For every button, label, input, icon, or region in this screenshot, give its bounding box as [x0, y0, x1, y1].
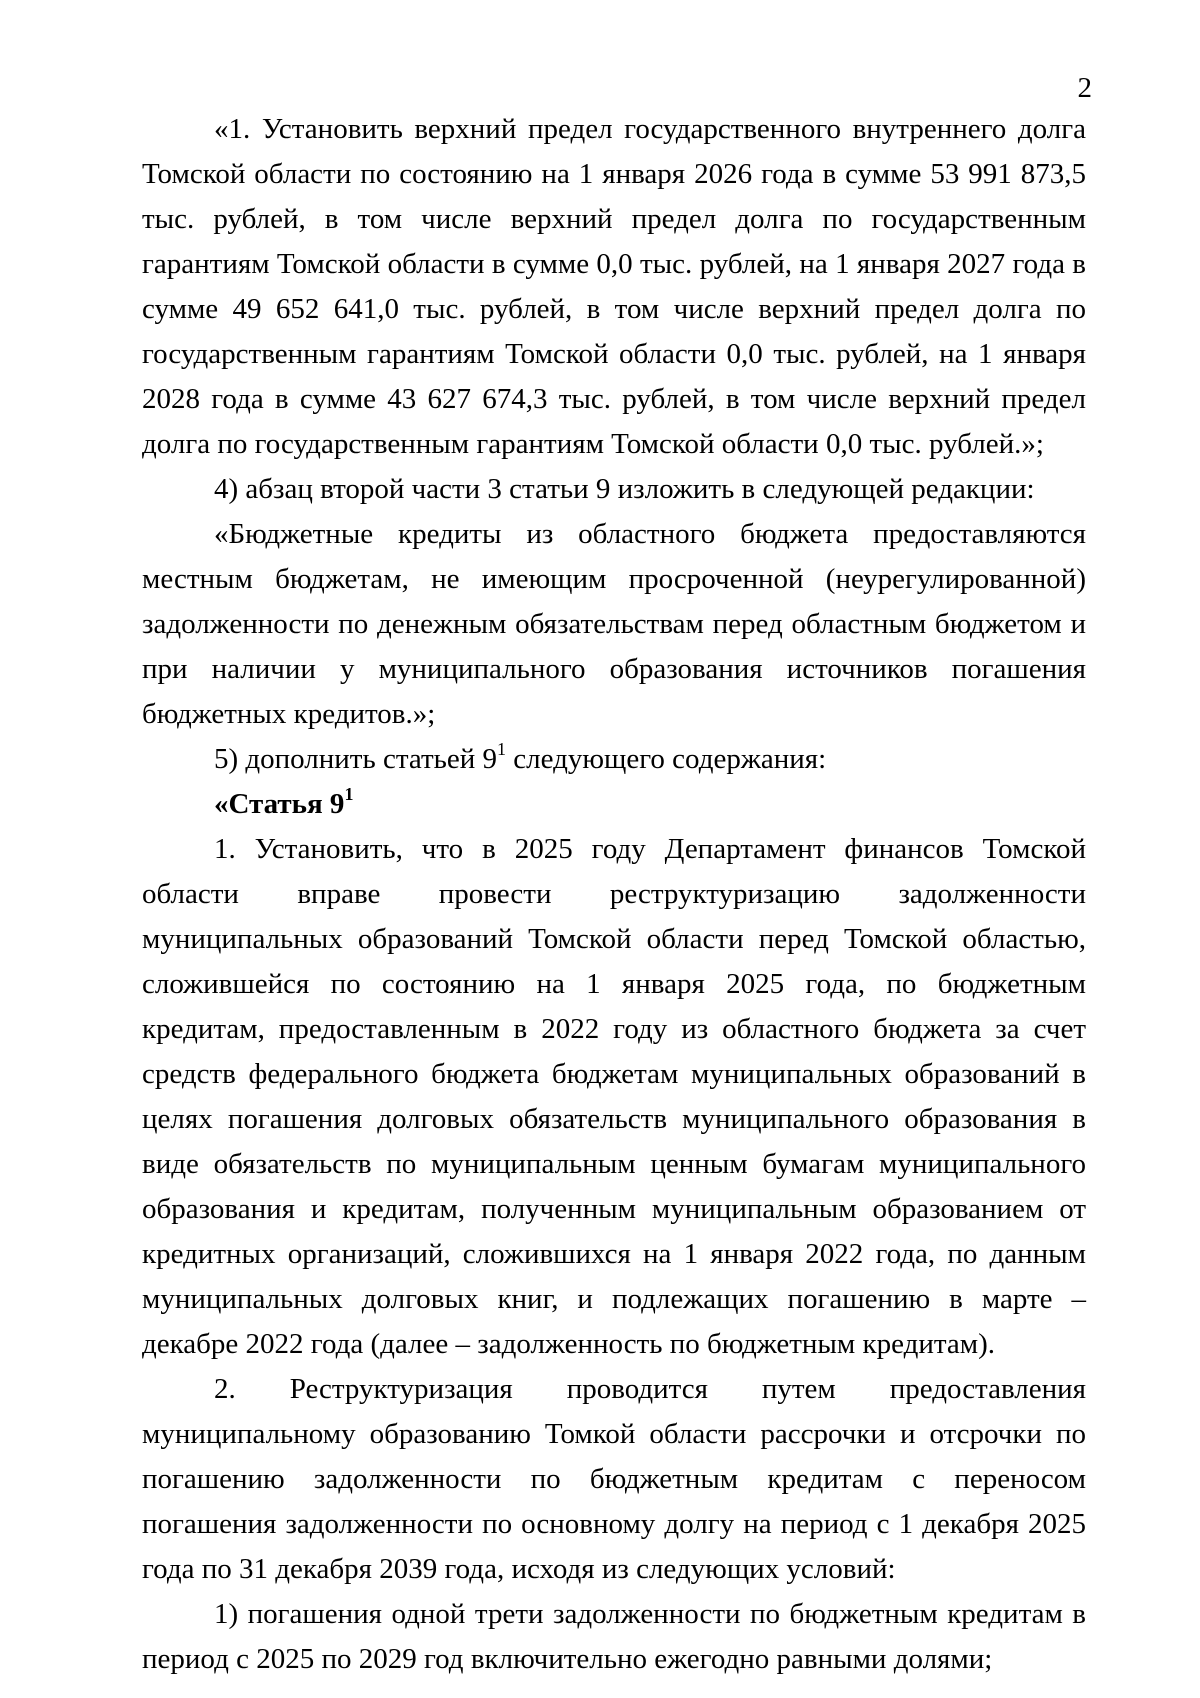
item-5-text-after: следующего содержания: [506, 743, 827, 775]
article-heading-text: «Статья 9 [214, 788, 345, 820]
paragraph-item-4: 4) абзац второй части 3 статьи 9 изложить в следующей редакции: [214, 473, 1035, 505]
article-heading-superscript: 1 [344, 784, 354, 805]
item-5-text-before: 5) дополнить статьей 9 [214, 743, 498, 775]
article-heading [142, 782, 1086, 827]
page-number: 2 [1077, 72, 1092, 104]
paragraph-debt-limit: «1. Установить верхний предел государственного внутреннего долга Томской области по состоянию на 1 января 2026 года в сумме 53 991 873,5 тыс. рублей, в том числе верхний предел долга по государственным гарантиям Томской области в сумме 0,0 тыс. рублей, на 1 января 2027 года в сумме 49 652 641,0 тыс. рублей, в том числе верхний предел долга по государственным гарантиям Томской области 0,0 тыс. рублей, на 1 января 2028 года в сумме 43 627 674,3 тыс. рублей, в том числе верхний предел долга по государственным гарантиям Томской области 0,0 тыс. рублей.»; [142, 113, 1086, 460]
paragraph-clause-2: 2. Реструктуризация проводится путем предоставления муниципальному образованию Томкой области рассрочки и отсрочки по погашению задолженности по бюджетным кредитам с переносом погашения задолженности по основному долгу на период с 1 декабря 2025 года по 31 декабря 2039 года, исходя из следующих условий: [142, 1373, 1086, 1585]
paragraph-clause-1: 1. Установить, что в 2025 году Департамент финансов Томской области вправе провести реструктуризацию задолженности муниципальных образований Томской области перед Томской областью, сложившейся по состоянию на 1 января 2025 года, по бюджетным кредитам, предоставленным в 2022 году из областного бюджета за счет средств федерального бюджета бюджетам муниципальных образований в целях погашения долговых обязательств муниципального образования в виде обязательств по муниципальным ценным бумагам муниципального образования и кредитам, полученным муниципальным образованием от кредитных организаций, сложившихся на 1 января 2022 года, по данным муниципальных долговых книг, и подлежащих погашению в марте – декабре 2022 года (далее – задолженность по бюджетным кредитам). [142, 833, 1086, 1360]
paragraph-item-5 [142, 737, 1086, 782]
paragraph-budget-credits: «Бюджетные кредиты из областного бюджета предоставляются местным бюджетам, не имеющим просроченной (неурегулированной) задолженности по денежным обязательствам перед областным бюджетом и при наличии у муниципального образования источников погашения бюджетных кредитов.»; [142, 518, 1086, 730]
item-5-superscript: 1 [497, 739, 507, 760]
document-body [142, 107, 1086, 1682]
paragraph-condition-1: 1) погашения одной трети задолженности по бюджетным кредитам в период с 2025 по 2029 год включительно ежегодно равными долями; [142, 1598, 1086, 1675]
